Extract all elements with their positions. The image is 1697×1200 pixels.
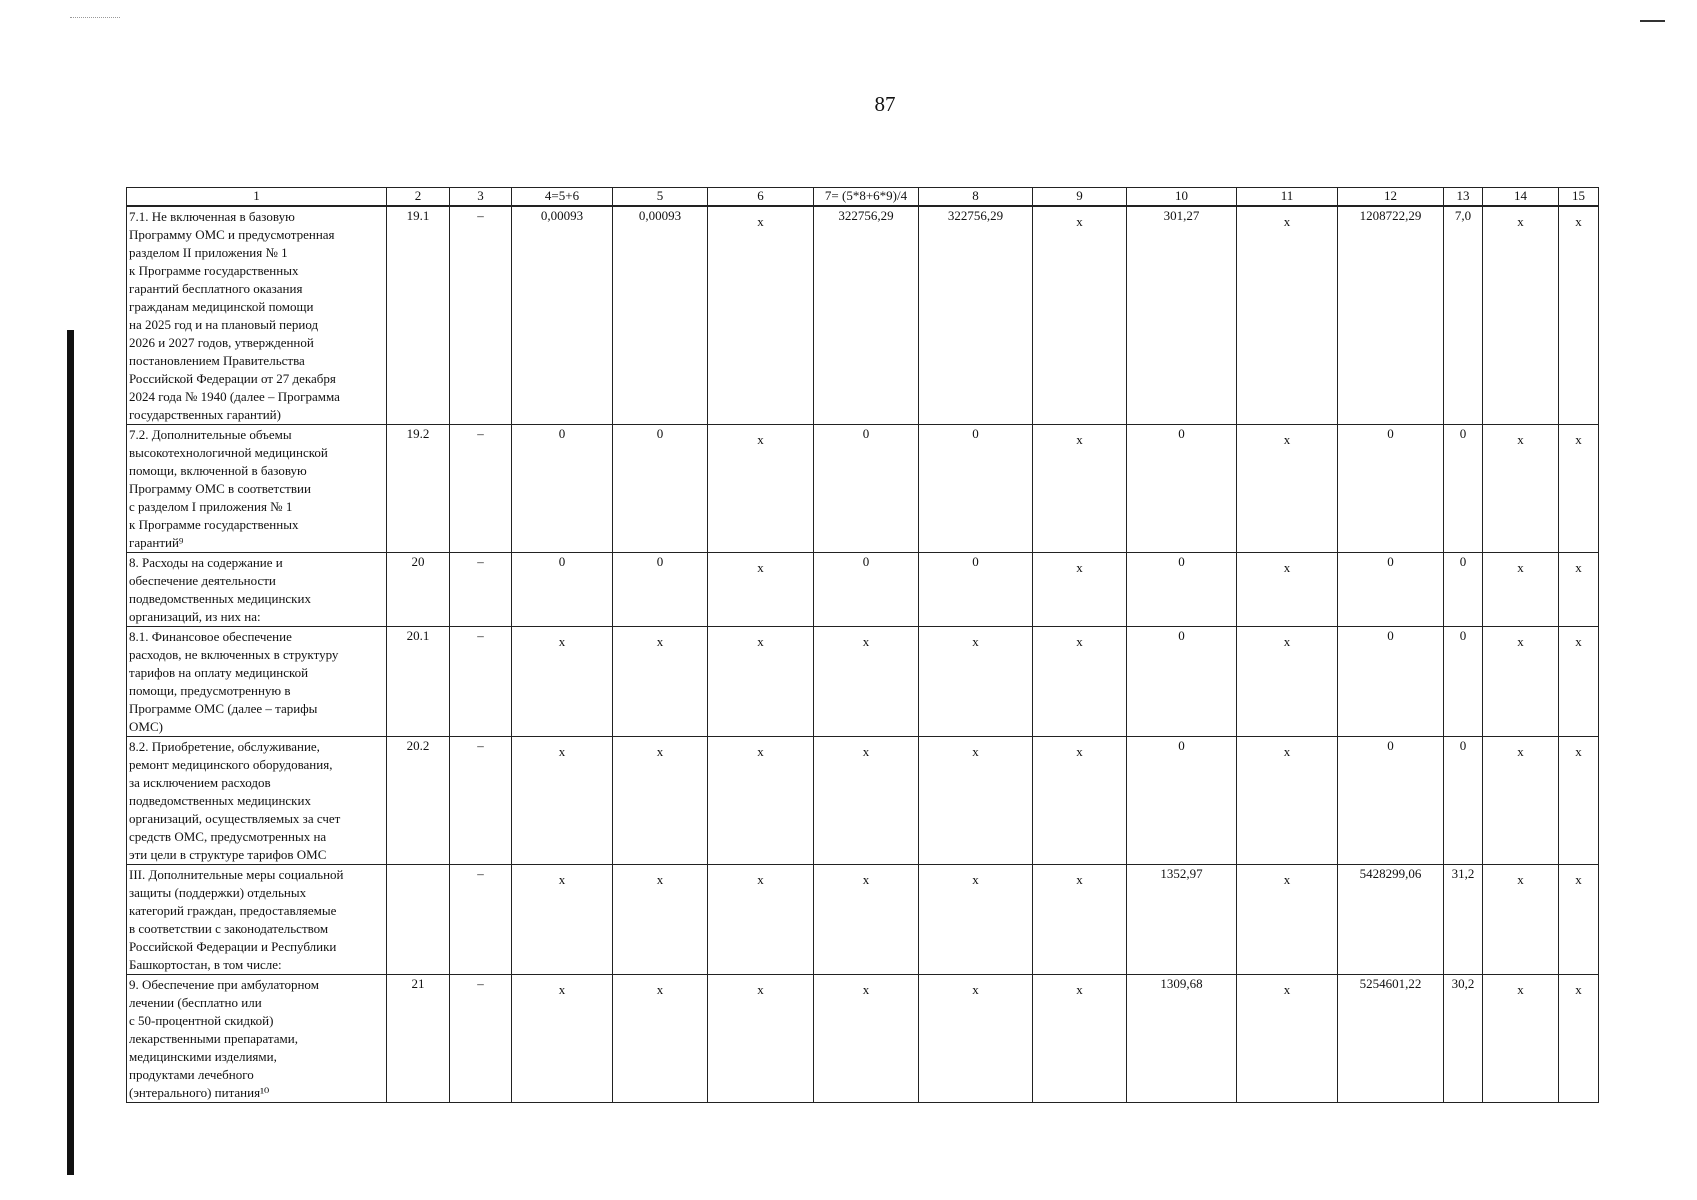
table-cell: x (814, 865, 919, 975)
table-cell: 322756,29 (919, 206, 1033, 425)
scan-mark (1640, 20, 1665, 22)
description-line: 9. Обеспечение при амбулаторном (129, 977, 319, 992)
description-line: лекарственными препаратами, (129, 1031, 298, 1046)
description-line: 8. Расходы на содержание и (129, 555, 283, 570)
table-cell: – (450, 627, 512, 737)
table-cell: x (919, 865, 1033, 975)
row-description (127, 865, 387, 975)
table-cell: 5428299,06 (1338, 865, 1444, 975)
table-row (127, 425, 1599, 553)
column-number: 14 (1483, 188, 1559, 207)
table-cell: 0 (1127, 627, 1237, 737)
description-line: расходов, не включенных в структуру (129, 647, 339, 662)
table-cell: x (1237, 737, 1338, 865)
column-number: 5 (613, 188, 708, 207)
table-cell: x (1033, 206, 1127, 425)
table-cell: x (613, 975, 708, 1103)
table-row (127, 865, 1599, 975)
description-line: ОМС) (129, 719, 163, 734)
table-cell: 0 (814, 553, 919, 627)
description-line: Российской Федерации от 27 декабря (129, 371, 336, 386)
description-line: средств ОМС, предусмотренных на (129, 829, 327, 844)
table-cell: x (708, 206, 814, 425)
table-cell: – (450, 553, 512, 627)
description-line: в соответствии с законодательством (129, 921, 329, 936)
table-cell: 0 (1444, 737, 1483, 865)
table-cell: 0,00093 (613, 206, 708, 425)
description-line: высокотехнологичной медицинской (129, 445, 328, 460)
column-number: 11 (1237, 188, 1338, 207)
table-cell: x (1483, 553, 1559, 627)
table-cell: 0 (1444, 425, 1483, 553)
row-description (127, 627, 387, 737)
scan-speck (70, 17, 120, 19)
column-number: 13 (1444, 188, 1483, 207)
table-cell: x (613, 627, 708, 737)
table-cell: 0 (613, 425, 708, 553)
table-cell: 1352,97 (1127, 865, 1237, 975)
description-line: помощи, включенной в базовую (129, 463, 307, 478)
description-line: гарантий бесплатного оказания (129, 281, 303, 296)
description-line: эти цели в структуре тарифов ОМС (129, 847, 327, 862)
table-row (127, 975, 1599, 1103)
table-cell: x (708, 425, 814, 553)
description-line: продуктами лечебного (129, 1067, 254, 1082)
description-line: Программе ОМС (далее – тарифы (129, 701, 318, 716)
table-cell: 19.2 (387, 425, 450, 553)
table-cell: 0 (1338, 425, 1444, 553)
page-number: 87 (874, 92, 896, 116)
table-cell: x (1237, 425, 1338, 553)
description-line: 2026 и 2027 годов, утвержденной (129, 335, 314, 350)
table-cell: x (613, 865, 708, 975)
description-line: Башкортостан, в том числе: (129, 957, 282, 972)
description-line: Российской Федерации и Республики (129, 939, 337, 954)
description-line: защиты (поддержки) отдельных (129, 885, 307, 900)
table-row (127, 206, 1599, 425)
description-line: 2024 года № 1940 (далее – Программа (129, 389, 340, 404)
table-cell: x (814, 627, 919, 737)
description-line: за исключением расходов (129, 775, 271, 790)
table-cell: 20.1 (387, 627, 450, 737)
table-cell: x (1559, 737, 1599, 865)
row-description (127, 425, 387, 553)
description-line: государственных гарантий) (129, 407, 281, 422)
table-cell: – (450, 865, 512, 975)
table-cell: 0 (1127, 553, 1237, 627)
table-cell: 0 (919, 553, 1033, 627)
table-cell: x (1237, 553, 1338, 627)
description-line: 8.2. Приобретение, обслуживание, (129, 739, 320, 754)
table-cell: x (1559, 206, 1599, 425)
table-cell: 0 (512, 553, 613, 627)
table-cell: x (1483, 737, 1559, 865)
row-description (127, 975, 387, 1103)
column-number: 1 (127, 188, 387, 207)
column-number: 15 (1559, 188, 1599, 207)
table-cell: 30,2 (1444, 975, 1483, 1103)
table-cell: x (814, 975, 919, 1103)
description-line: III. Дополнительные меры социальной (129, 867, 344, 882)
financing-table (126, 187, 1599, 1103)
table-cell: 0 (1444, 627, 1483, 737)
table-cell: 1208722,29 (1338, 206, 1444, 425)
description-line: организаций, осуществляемых за счет (129, 811, 341, 826)
table-cell (387, 865, 450, 975)
table-cell: 322756,29 (814, 206, 919, 425)
table-cell: 20.2 (387, 737, 450, 865)
description-line: обеспечение деятельности (129, 573, 276, 588)
table-cell: – (450, 206, 512, 425)
table-cell: 21 (387, 975, 450, 1103)
table-row (127, 553, 1599, 627)
table-cell: 0 (1338, 627, 1444, 737)
table-cell: x (1237, 975, 1338, 1103)
description-line: подведомственных медицинских (129, 591, 311, 606)
description-line: тарифов на оплату медицинской (129, 665, 309, 680)
row-description (127, 206, 387, 425)
table-cell: x (708, 865, 814, 975)
table-cell: 0 (1127, 737, 1237, 865)
table-cell: x (512, 975, 613, 1103)
column-number: 8 (919, 188, 1033, 207)
table-cell: x (708, 975, 814, 1103)
description-line: разделом II приложения № 1 (129, 245, 288, 260)
description-line: Программу ОМС в соответствии (129, 481, 311, 496)
description-line: медицинскими изделиями, (129, 1049, 277, 1064)
table-cell: 0 (512, 425, 613, 553)
table-cell: 0 (1338, 737, 1444, 865)
table-cell: 19.1 (387, 206, 450, 425)
table-cell: x (613, 737, 708, 865)
scan-binding-edge (67, 330, 74, 1175)
description-line: организаций, из них на: (129, 609, 261, 624)
table-cell: x (814, 737, 919, 865)
description-line: к Программе государственных (129, 263, 299, 278)
table-cell: 0 (814, 425, 919, 553)
table-cell: x (1559, 553, 1599, 627)
table-cell: x (1483, 627, 1559, 737)
description-line: 7.2. Дополнительные объемы (129, 427, 292, 442)
table-cell: x (708, 627, 814, 737)
description-line: 7.1. Не включенная в базовую (129, 209, 295, 224)
table-cell: x (1033, 553, 1127, 627)
table-cell: x (1483, 206, 1559, 425)
table-cell: 0,00093 (512, 206, 613, 425)
description-line: гарантий⁹ (129, 535, 184, 550)
table-cell: 20 (387, 553, 450, 627)
table-cell: x (1559, 865, 1599, 975)
table-cell: 0 (1338, 553, 1444, 627)
table-cell: x (919, 975, 1033, 1103)
description-line: помощи, предусмотренную в (129, 683, 291, 698)
table-cell: – (450, 737, 512, 865)
table-cell: x (1033, 737, 1127, 865)
description-line: с разделом I приложения № 1 (129, 499, 293, 514)
description-line: постановлением Правительства (129, 353, 305, 368)
table-cell: x (1237, 206, 1338, 425)
description-line: 8.1. Финансовое обеспечение (129, 629, 292, 644)
column-number: 6 (708, 188, 814, 207)
table-row (127, 737, 1599, 865)
table-cell: x (708, 737, 814, 865)
row-description (127, 553, 387, 627)
description-line: к Программе государственных (129, 517, 299, 532)
table-cell: 0 (919, 425, 1033, 553)
table-cell: x (1483, 865, 1559, 975)
table-cell: 5254601,22 (1338, 975, 1444, 1103)
table-cell: x (512, 737, 613, 865)
description-line: гражданам медицинской помощи (129, 299, 314, 314)
table-cell: x (1033, 627, 1127, 737)
table-cell: 0 (613, 553, 708, 627)
table-cell: x (1033, 865, 1127, 975)
column-number: 10 (1127, 188, 1237, 207)
description-line: категорий граждан, предоставляемые (129, 903, 337, 918)
table-cell: x (1033, 425, 1127, 553)
description-line: с 50-процентной скидкой) (129, 1013, 274, 1028)
column-number: 12 (1338, 188, 1444, 207)
column-number: 9 (1033, 188, 1127, 207)
table-cell: 31,2 (1444, 865, 1483, 975)
column-number: 7= (5*8+6*9)/4 (814, 188, 919, 207)
table-row (127, 627, 1599, 737)
table-cell: x (1559, 975, 1599, 1103)
table-cell: x (1033, 975, 1127, 1103)
table-cell: 1309,68 (1127, 975, 1237, 1103)
table-cell: 0 (1444, 553, 1483, 627)
table-cell: x (919, 627, 1033, 737)
description-line: на 2025 год и на плановый период (129, 317, 319, 332)
table-cell: x (1237, 627, 1338, 737)
description-line: Программу ОМС и предусмотренная (129, 227, 335, 242)
table-cell: x (919, 737, 1033, 865)
table-cell: 7,0 (1444, 206, 1483, 425)
table-cell: x (512, 865, 613, 975)
table-cell: 0 (1127, 425, 1237, 553)
table-cell: x (1483, 975, 1559, 1103)
table-cell: – (450, 975, 512, 1103)
column-number: 3 (450, 188, 512, 207)
table-cell: – (450, 425, 512, 553)
column-number-row (127, 188, 1599, 207)
table-cell: x (708, 553, 814, 627)
table-cell: x (512, 627, 613, 737)
description-line: ремонт медицинского оборудования, (129, 757, 333, 772)
description-line: (энтерального) питания¹⁰ (129, 1085, 270, 1100)
table-cell: x (1559, 425, 1599, 553)
table-cell: x (1559, 627, 1599, 737)
column-number: 2 (387, 188, 450, 207)
description-line: подведомственных медицинских (129, 793, 311, 808)
table-cell: 301,27 (1127, 206, 1237, 425)
table-cell: x (1483, 425, 1559, 553)
column-number: 4=5+6 (512, 188, 613, 207)
description-line: лечении (бесплатно или (129, 995, 262, 1010)
table-cell: x (1237, 865, 1338, 975)
row-description (127, 737, 387, 865)
